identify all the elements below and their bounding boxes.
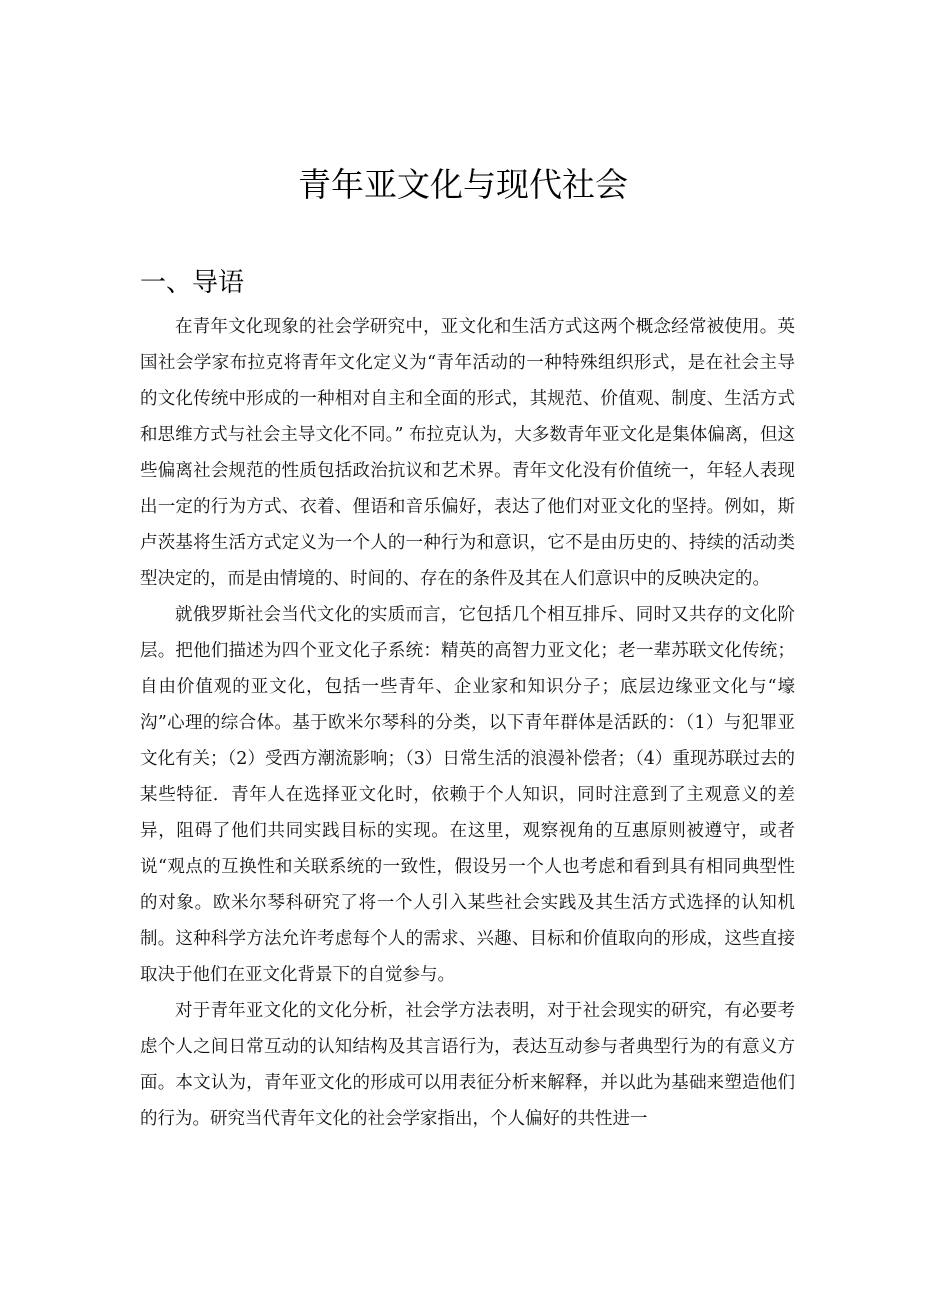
paragraph: 在青年文化现象的社会学研究中，亚文化和生活方式这两个概念经常被使用。英国社会学家布拉克将青年文化定义为“青年活动的一种特殊组织形式，是在社会主导的文化传统中形成的一种相对自主和全面的形式，其规范、价值观、制度、生活方式和思维方式与社会主导文化不同。” 布拉克认为，大多数青年亚文化是集体偏离，但这些偏离社会规范的性质包括政治抗议和艺术界。青年文化没有价值统一，年轻人表现出一定的行为方式、衣着、俚语和音乐偏好，表达了他们对亚文化的坚持。例如，斯卢茨基将生活方式定义为一个人的一种行为和意识，它不是由历史的、持续的活动类型决定的，而是由情境的、时间的、存在的条件及其在人们意识中的反映决定的。 xyxy=(140,317,795,589)
paragraph: 对于青年亚文化的文化分析，社会学方法表明，对于社会现实的研究，有必要考虑个人之间日常互动的认知结构及其言语行为，表达互动参与者典型行为的有意义方面。本文认为，青年亚文化的形成可以用表征分析来解释，并以此为基础来塑造他们的行为。研究当代青年文化的社会学家指出，个人偏好的共性进一 xyxy=(140,1001,795,1129)
paragraph: 就俄罗斯社会当代文化的实质而言，它包括几个相互排斥、同时又共存的文化阶层。把他们描述为四个亚文化子系统：精英的高智力亚文化；老一辈苏联文化传统；自由价值观的亚文化，包括一些青年、企业家和知识分子；底层边缘亚文化与“壕沟”心理的综合体。基于欧米尔琴科的分类，以下青年群体是活跃的：（1）与犯罪亚文化有关；（2）受西方潮流影响；（3）日常生活的浪漫补偿者；（4）重现苏联过去的某些特征．青年人在选择亚文化时，依赖于个人知识，同时注意到了主观意义的差异，阻碍了他们共同实践目标的实现。在这里，观察视角的互惠原则被遵守，或者说“观点的互换性和关联系统的一致性，假设另一个人也考虑和看到具有相同典型性的对象。欧米尔琴科研究了将一个人引入某些社会实践及其生活方式选择的认知机制。这种科学方法允许考虑每个人的需求、兴趣、目标和价值取向的形成，这些直接取决于他们在亚文化背景下的自觉参与。 xyxy=(140,605,795,985)
body-text xyxy=(140,309,795,1137)
section-heading: 一、导语 xyxy=(140,268,245,298)
document-title: 青年亚文化与现代社会 xyxy=(298,165,628,204)
